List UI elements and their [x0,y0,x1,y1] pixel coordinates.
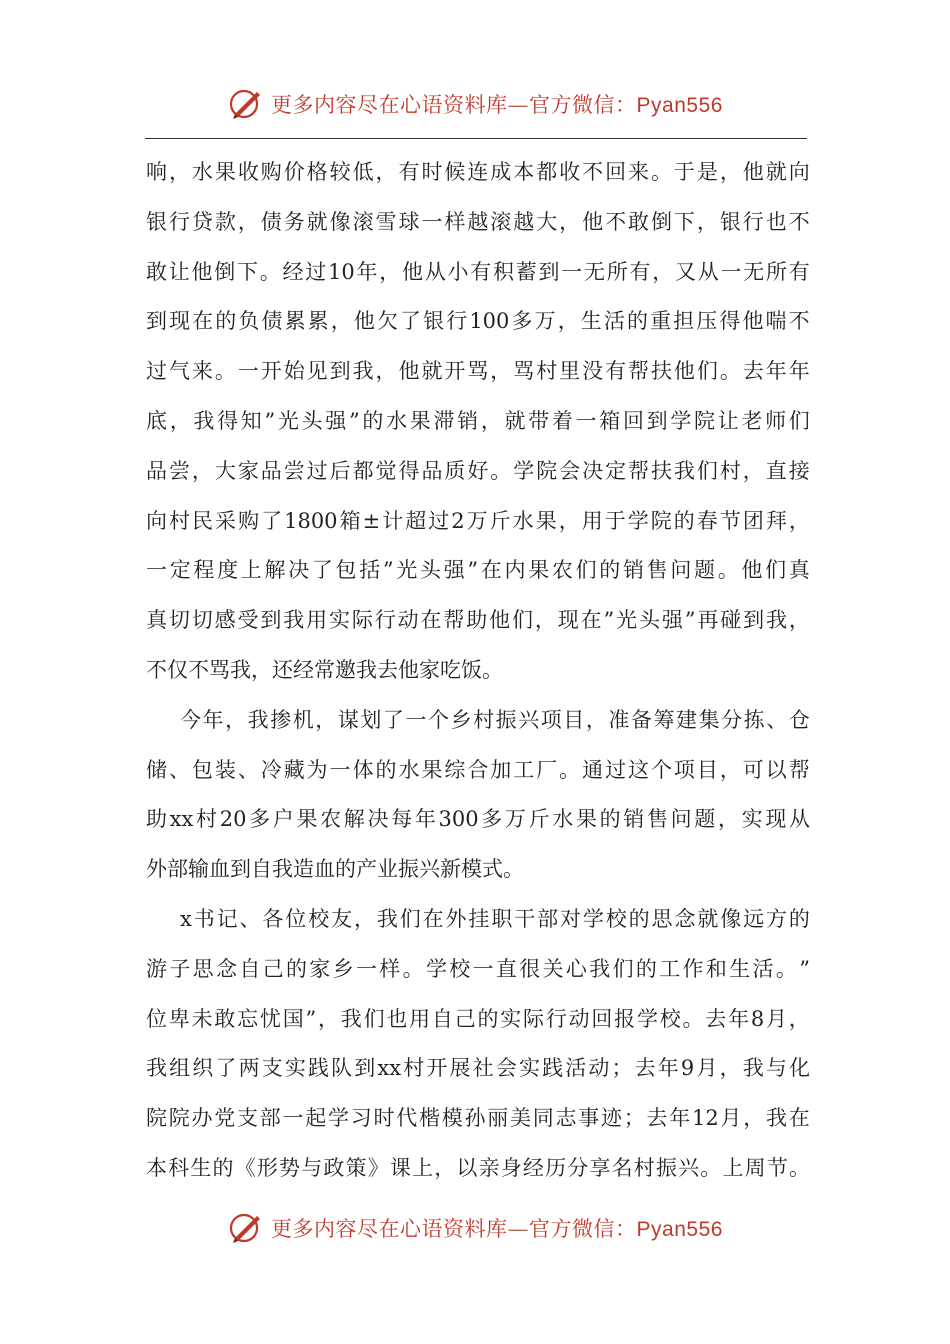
text-line: 过 气 来 。 一 开 始 见 到 我 ， 他 就 开 骂 ， 骂 村 里 没 有 帮 扶 他 们 。 去 年 年 [146,359,810,384]
header-rule [145,138,807,139]
text-line: 今 年 ， 我 掺 机 ， 谋 划 了 一 个 乡 村 振 兴 项 目 ， 准 备 筹 建 集 分 拣 、 仓 [180,707,810,732]
text-line: 品 尝 ， 大 家 品 尝 过 后 都 觉 得 品 质 好 。 学 院 会 决 定 帮 扶 我 们 村 ， 直 接 [146,458,810,483]
text-line: 我 组 织 了 两 支 实 践 队 到 xx 村 开 展 社 会 实 践 活 动 ； 去 年 9 月 ， 我 与 化 [146,1056,810,1081]
footer-banner-main: 更多内容尽在心语资料库 [271,1217,508,1241]
text-line: 不仅不骂我，还经常邀我去他家吃饭。 [146,657,503,682]
text-line: 储 、 包 装 、 冷 藏 为 一 体 的 水 果 综 合 加 工 厂 。 通 过 这 个 项 目 ， 可 以 帮 [146,757,810,782]
text-line: 一 定 程 度 上 解 决 了 包 括 ” 光 头 强 ” 在 内 果 农 们 的 销 售 问 题 。 他 们 真 [146,558,810,583]
text-line: 底 ， 我 得 知 ” 光 头 强 ” 的 水 果 滞 销 ， 就 带 着 一 箱 回 到 学 院 让 老 师 们 [146,408,810,433]
footer-banner-text [271,1213,723,1243]
text-line: 真 切 切 感 受 到 我 用 实 际 行 动 在 帮 助 他 们 ， 现 在 ” 光 头 强 ” 再 碰 到 我 ， [146,608,810,633]
header-banner-wechat: 官方微信：Pyan556 [529,94,723,117]
text-line: 向 村 民 采 购 了 1800 箱 ± 计 超 过 2 万 斤 水 果 ， 用 于 学 院 的 春 节 团 拜 ， [146,508,810,533]
text-line: 响 ， 水 果 收 购 价 格 较 低 ， 有 时 候 连 成 本 都 收 不 回 来 。 于 是 ， 他 就 向 [146,160,810,184]
text-line: 位 卑 未 敢 忘 忧 国 ” ， 我 们 也 用 自 己 的 实 际 行 动 回 报 学 校 。 去 年 8 月 ， [146,1006,810,1031]
text-line: 院 院 办 党 支 部 一 起 学 习 时 代 楷 模 孙 丽 美 同 志 事 迹 ； 去 年 12 月 ， 我 在 [146,1106,810,1131]
pen-logo-icon [227,1210,265,1246]
footer-banner-sep: — [507,1217,530,1241]
text-line: 银 行 贷 款 ， 债 务 就 像 滚 雪 球 一 样 越 滚 越 大 ， 他 不 敢 倒 下 ， 银 行 也 不 [146,209,810,234]
header-banner-sep: — [507,93,530,117]
document-body [146,148,810,1194]
footer-banner [0,1208,950,1248]
text-line: 本 科 生 的 《 形 势 与 政 策 》 课 上 ， 以 亲 身 经 历 分 享 名 村 振 兴 。 上 周 节 。 [146,1155,810,1180]
text-line: x 书 记 、 各 位 校 友 ， 我 们 在 外 挂 职 干 部 对 学 校 的 思 念 就 像 远 方 的 [180,906,810,931]
text-line: 敢 让 他 倒 下 。 经 过 10 年 ， 他 从 小 有 积 蓄 到 一 无 所 有 ， 又 从 一 无 所 有 [146,259,810,284]
text-line: 到 现 在 的 负 债 累 累 ， 他 欠 了 银 行 100 多 万 ， 生 活 的 重 担 压 得 他 喘 不 [146,309,810,334]
header-banner-main: 更多内容尽在心语资料库 [271,93,508,117]
footer-banner-wechat: 官方微信：Pyan556 [529,1218,723,1241]
text-line: 外部输血到自我造血的产业振兴新模式。 [146,857,524,882]
text-line: 助 xx 村 20 多 户 果 农 解 决 每 年 300 多 万 斤 水 果 的 销 售 问 题 ， 实 现 从 [146,807,810,832]
header-banner-text [271,89,723,119]
header-banner [0,84,950,124]
text-line: 游 子 思 念 自 己 的 家 乡 一 样 。 学 校 一 直 很 关 心 我 们 的 工 作 和 生 活 。 ” [146,956,810,981]
pen-logo-icon [227,86,265,122]
